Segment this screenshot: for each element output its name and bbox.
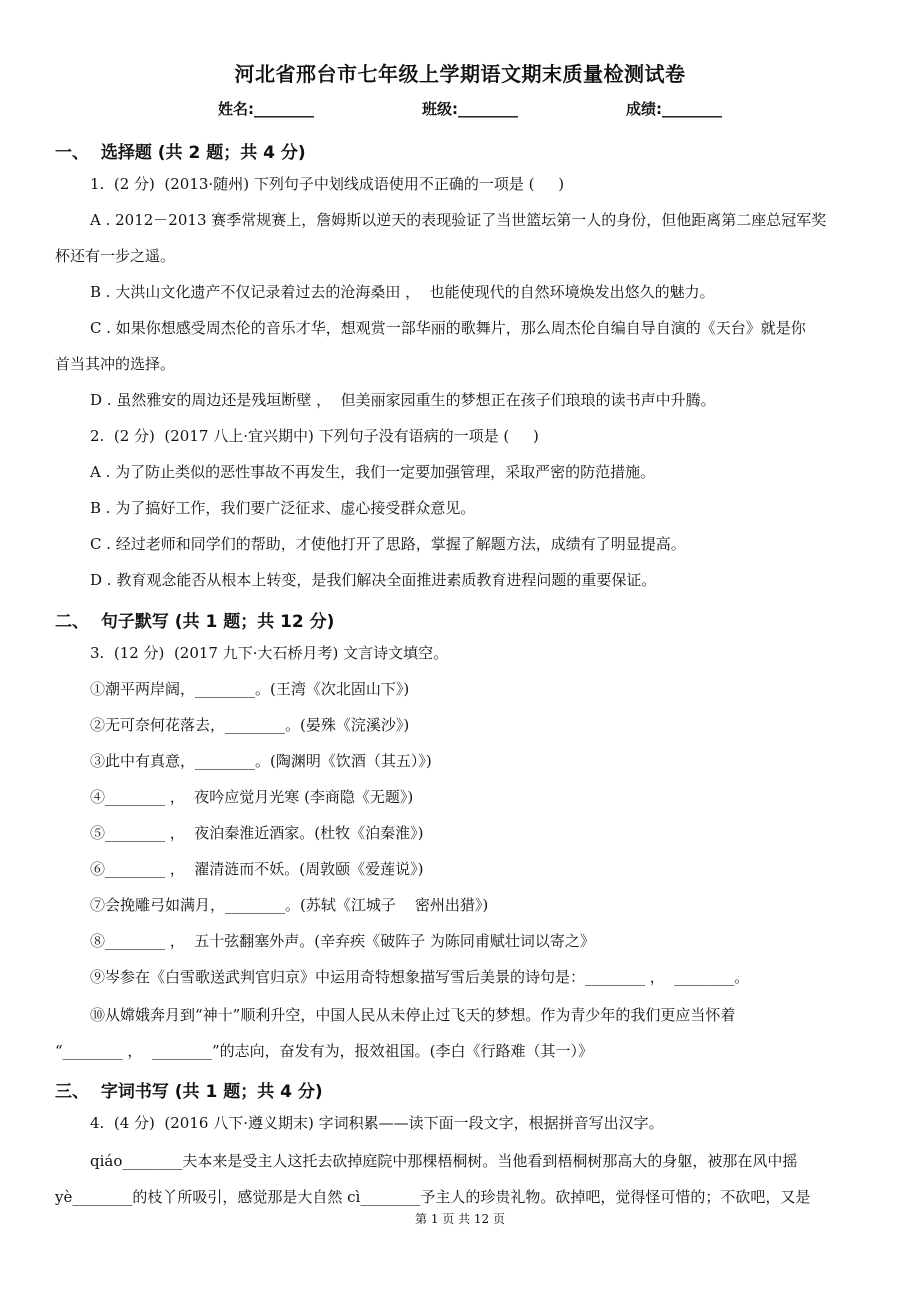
q1-option-c-cont: 首当其冲的选择。 (55, 355, 176, 373)
q3-item-4: ④________ ， 夜吟应觉月光寒 (李商隐《无题》) (90, 788, 414, 806)
page-title: 河北省邢台市七年级上学期语文期末质量检测试卷 (234, 62, 686, 86)
q3-item-1: ①潮平两岸阔，________。(王湾《次北固山下》) (90, 680, 410, 698)
q3-item-7: ⑦会挽雕弓如满月，________。(苏轼《江城子 密州出猎》) (90, 896, 489, 914)
q3-item-8: ⑧________ ， 五十弦翻塞外声。(辛弃疾《破阵子 为陈同甫赋壮词以寄之》 (90, 932, 595, 950)
q4-text-line-2: yè________的枝丫所吸引，感觉那是大自然 cì________予主人的珍贵礼物。砍掉吧，觉得怪可惜的；不砍吧，又是 (55, 1188, 811, 1206)
question-1: 1. (2 分) (2013·随州) 下列句子中划线成语使用不正确的一项是 ( ) (90, 175, 565, 193)
question-2: 2. (2 分) (2017 八上·宜兴期中) 下列句子没有语病的一项是 ( ) (90, 427, 539, 445)
q3-item-2: ②无可奈何花落去，________。(晏殊《浣溪沙》) (90, 716, 410, 734)
section-heading-3: 三、 字词书写 (共 1 题；共 4 分) (55, 1082, 323, 1102)
question-4: 4. (4 分) (2016 八下·遵义期末) 字词积累——读下面一段文字，根据拼音写出汉字。 (90, 1114, 664, 1132)
q3-item-3: ③此中有真意，________。(陶渊明《饮酒（其五）》) (90, 752, 432, 770)
q4-text-line-1: qiáo________夫本来是受主人这托去砍掉庭院中那棵梧桐树。当他看到梧桐树那高大的身躯，被那在风中摇 (90, 1152, 798, 1170)
q1-option-a: A . 2012－2013 赛季常规赛上，詹姆斯以逆天的表现验证了当世篮坛第一人的身份，但他距离第二座总冠军奖 (90, 211, 827, 229)
q3-item-5: ⑤________ ， 夜泊秦淮近酒家。(杜牧《泊秦淮》) (90, 824, 424, 842)
score-field: 成绩:________ (626, 100, 722, 118)
q2-option-c: C . 经过老师和同学们的帮助，才使他打开了思路，掌握了解题方法，成绩有了明显提高。 (90, 535, 686, 553)
question-3: 3. (12 分) (2017 九下·大石桥月考) 文言诗文填空。 (90, 644, 449, 662)
q1-option-a-cont: 杯还有一步之遥。 (55, 247, 176, 265)
q3-item-10-cont: “________ ， ________”的志向，奋发有为，报效祖国。(李白《行路难（其一）》 (55, 1042, 593, 1060)
q3-item-10: ⑩从嫦娥奔月到“神十”顺利升空，中国人民从未停止过飞天的梦想。作为青少年的我们更应当怀着 (90, 1006, 736, 1024)
q1-option-d: D . 虽然雅安的周边还是残垣断壁 ， 但美丽家园重生的梦想正在孩子们琅琅的读书声中升腾。 (90, 391, 716, 409)
q3-item-9: ⑨岑参在《白雪歌送武判官归京》中运用奇特想象描写雪后美景的诗句是：________ ， ________。 (90, 968, 750, 986)
name-field: 姓名:________ (218, 100, 314, 118)
q1-option-c: C . 如果你想感受周杰伦的音乐才华，想观赏一部华丽的歌舞片，那么周杰伦自编自导自演的《天台》就是你 (90, 319, 806, 337)
q1-option-b: B . 大洪山文化遗产不仅记录着过去的沧海桑田 ， 也能使现代的自然环境焕发出悠久的魅力。 (90, 283, 715, 301)
class-field: 班级:________ (422, 100, 518, 118)
q3-item-6: ⑥________ ， 濯清涟而不妖。(周敦颐《爱莲说》) (90, 860, 424, 878)
section-heading-2: 二、 句子默写 (共 1 题；共 12 分) (55, 612, 335, 632)
q2-option-d: D . 教育观念能否从根本上转变，是我们解决全面推进素质教育进程问题的重要保证。 (90, 571, 657, 589)
q2-option-b: B . 为了搞好工作，我们要广泛征求、虚心接受群众意见。 (90, 499, 476, 517)
section-heading-1: 一、 选择题 (共 2 题；共 4 分) (55, 143, 306, 163)
q2-option-a: A . 为了防止类似的恶性事故不再发生，我们一定要加强管理，采取严密的防范措施。 (90, 463, 656, 481)
page-footer: 第 1 页 共 12 页 (415, 1212, 505, 1226)
